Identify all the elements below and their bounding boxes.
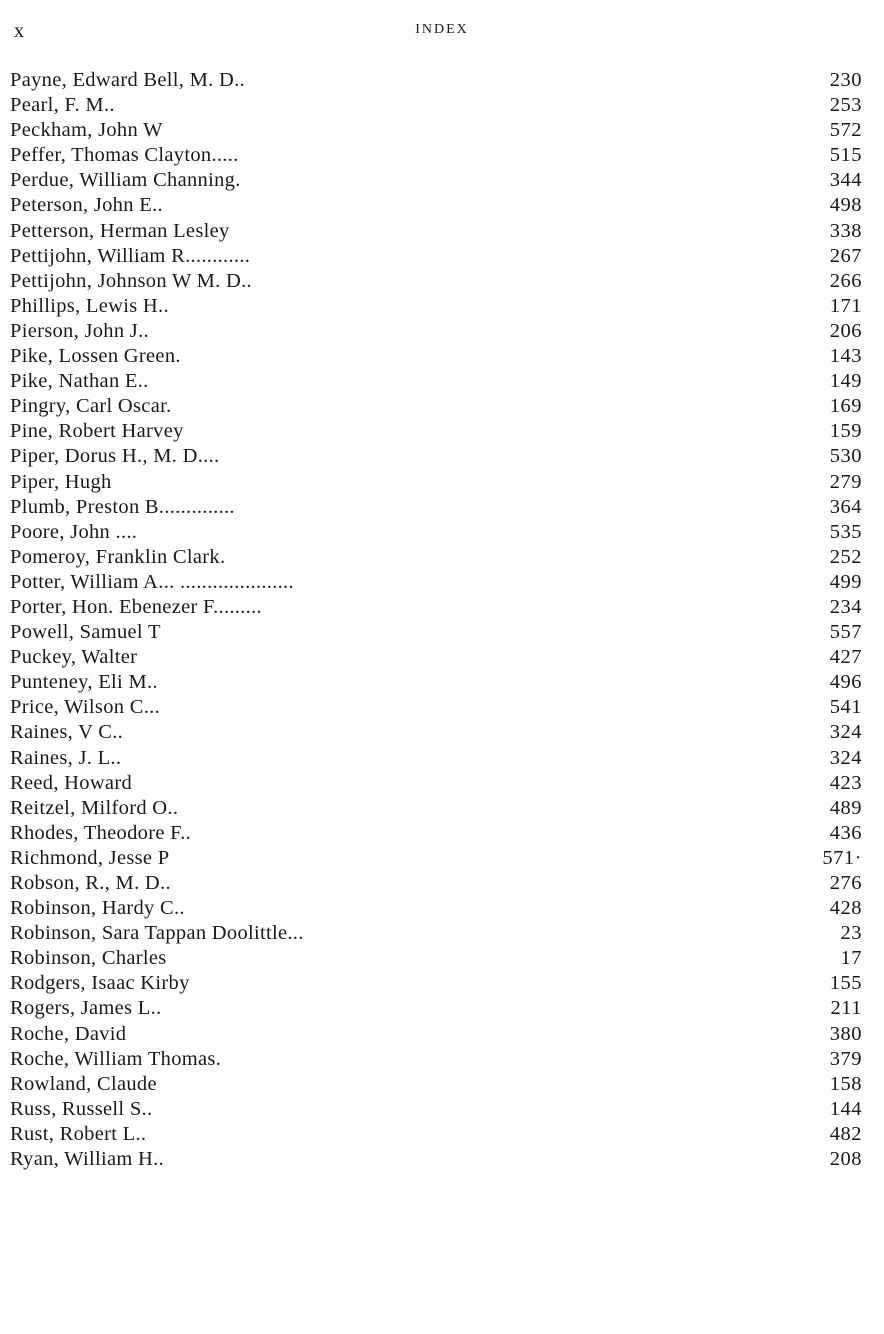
index-entry [10,670,862,695]
index-entry [10,595,862,620]
entry-page-number: 489 [829,796,862,819]
entry-name: Petterson, Herman Lesley [10,219,230,242]
entry-name: Phillips, Lewis H.. [10,294,169,317]
entry-name: Robson, R., M. D.. [10,872,171,894]
entry-page-number: 144 [829,1097,862,1120]
index-entry [10,68,862,93]
entry-page-number: 423 [829,771,862,794]
entry-page-number: 279 [829,470,862,493]
index-entry [10,846,862,871]
index-entry [10,971,862,996]
page-header [0,18,884,42]
entry-page-number: 498 [829,194,862,217]
index-entry [10,118,862,143]
index-entry [10,946,862,971]
index-entry [10,344,862,369]
entry-name: Pettijohn, Johnson W M. D.. [10,269,252,292]
entry-page-number: 324 [829,746,862,769]
index-entry [10,720,862,745]
entry-name: Roche, David [10,1022,127,1045]
entry-page-number: 324 [829,721,862,744]
entry-name: Powell, Samuel T [10,621,161,644]
entry-page-number: 436 [829,821,862,844]
index-list [10,68,862,1172]
entry-page-number: 338 [829,219,862,242]
entry-name: Pike, Lossen Green. [10,345,181,368]
entry-page-number: 496 [829,671,862,694]
entry-page-number: 380 [829,1022,862,1045]
running-head: INDEX [415,22,469,37]
entry-name: Perdue, William Channing. [10,169,241,192]
index-entry [10,143,862,168]
index-entry [10,746,862,771]
entry-name: Payne, Edward Bell, M. D.. [10,69,245,91]
index-entry [10,1147,862,1172]
entry-name: Peterson, John E.. [10,194,163,217]
entry-page-number: 571· [822,846,862,869]
entry-name: Robinson, Hardy C.. [10,897,185,920]
entry-page-number: 557 [829,621,862,644]
entry-page-number: 149 [829,370,862,393]
entry-page-number: 252 [829,545,862,568]
entry-page-number: 266 [829,269,862,292]
entry-name: Reed, Howard [10,771,133,794]
entry-name: Ryan, William H.. [10,1148,164,1171]
entry-page-number: 208 [829,1148,862,1171]
entry-page-number: 17 [840,947,862,970]
entry-page-number: 23 [840,922,862,945]
index-entry [10,695,862,720]
index-entry [10,470,862,495]
entry-page-number: 206 [829,319,862,342]
entry-page-number: 143 [829,345,862,368]
index-entry [10,570,862,595]
entry-name: Price, Wilson C... [10,696,160,719]
entry-name: Porter, Hon. Ebenezer F......... [10,595,262,618]
index-entry [10,620,862,645]
entry-page-number: 158 [829,1072,862,1095]
index-entry [10,495,862,520]
index-entry [10,369,862,394]
entry-page-number: 515 [829,144,862,167]
entry-name: Pierson, John J.. [10,319,149,342]
entry-page-number: 482 [829,1122,862,1145]
entry-name: Plumb, Preston B.............. [10,495,235,518]
entry-name: Pomeroy, Franklin Clark. [10,545,226,568]
entry-page-number: 267 [829,244,862,267]
entry-name: Raines, V C.. [10,721,124,744]
index-entry [10,294,862,319]
index-entry [10,269,862,294]
index-entry [10,444,862,469]
entry-name: Robinson, Charles [10,947,167,970]
entry-name: Puckey, Walter [10,646,138,669]
entry-page-number: 364 [829,495,862,518]
entry-name: Pine, Robert Harvey [10,420,184,443]
entry-page-number: 234 [829,595,862,618]
index-entry [10,821,862,846]
index-entry [10,93,862,118]
index-entry [10,193,862,218]
index-entry [10,545,862,570]
entry-name: Pingry, Carl Oscar. [10,395,172,418]
entry-page-number: 230 [829,69,862,91]
entry-page-number: 276 [829,872,862,894]
entry-name: Roche, William Thomas. [10,1047,222,1070]
index-entry [10,520,862,545]
entry-name: Pike, Nathan E.. [10,370,149,393]
entry-page-number: 171 [829,294,862,317]
index-entry [10,921,862,946]
index-entry [10,244,862,269]
index-entry [10,1022,862,1047]
index-entry [10,645,862,670]
index-entry [10,319,862,344]
entry-name: Rowland, Claude [10,1072,157,1095]
index-entry [10,168,862,193]
entry-name: Punteney, Eli M.. [10,671,158,694]
index-entry [10,419,862,444]
index-entry [10,796,862,821]
entry-name: Peffer, Thomas Clayton..... [10,144,239,167]
entry-name: Pettijohn, William R............ [10,244,251,267]
index-entry [10,1047,862,1072]
entry-page-number: 169 [829,395,862,418]
index-entry [10,771,862,796]
entry-page-number: 379 [829,1047,862,1070]
entry-name: Russ, Russell S.. [10,1097,153,1120]
entry-page-number: 535 [829,520,862,543]
entry-name: Raines, J. L.. [10,746,122,769]
entry-page-number: 211 [830,997,862,1020]
entry-page-number: 155 [829,972,862,995]
page-number: x [14,20,25,42]
entry-name: Rogers, James L.. [10,997,162,1020]
index-entry [10,1097,862,1122]
entry-page-number: 253 [829,94,862,117]
index-entry [10,394,862,419]
index-entry [10,219,862,244]
entry-page-number: 530 [829,445,862,468]
index-entry [10,871,862,896]
entry-page-number: 427 [829,646,862,669]
entry-page-number: 541 [829,696,862,719]
entry-page-number: 572 [829,119,862,142]
entry-name: Rust, Robert L.. [10,1122,147,1145]
entry-name: Piper, Dorus H., M. D.... [10,445,220,468]
entry-name: Pearl, F. M.. [10,94,115,117]
entry-name: Potter, William A... ..................... [10,570,294,593]
index-entry [10,896,862,921]
entry-page-number: 499 [829,570,862,593]
entry-page-number: 159 [829,420,862,443]
entry-name: Piper, Hugh [10,470,112,493]
entry-name: Robinson, Sara Tappan Doolittle... [10,922,304,945]
entry-name: Reitzel, Milford O.. [10,796,179,819]
entry-name: Poore, John .... [10,520,138,543]
index-entry [10,1122,862,1147]
entry-page-number: 344 [829,169,862,192]
entry-name: Rhodes, Theodore F.. [10,821,192,844]
entry-name: Rodgers, Isaac Kirby [10,972,190,995]
entry-page-number: 428 [829,897,862,920]
entry-name: Richmond, Jesse P [10,846,170,869]
index-entry [10,996,862,1021]
entry-name: Peckham, John W [10,119,163,142]
index-entry [10,1072,862,1097]
